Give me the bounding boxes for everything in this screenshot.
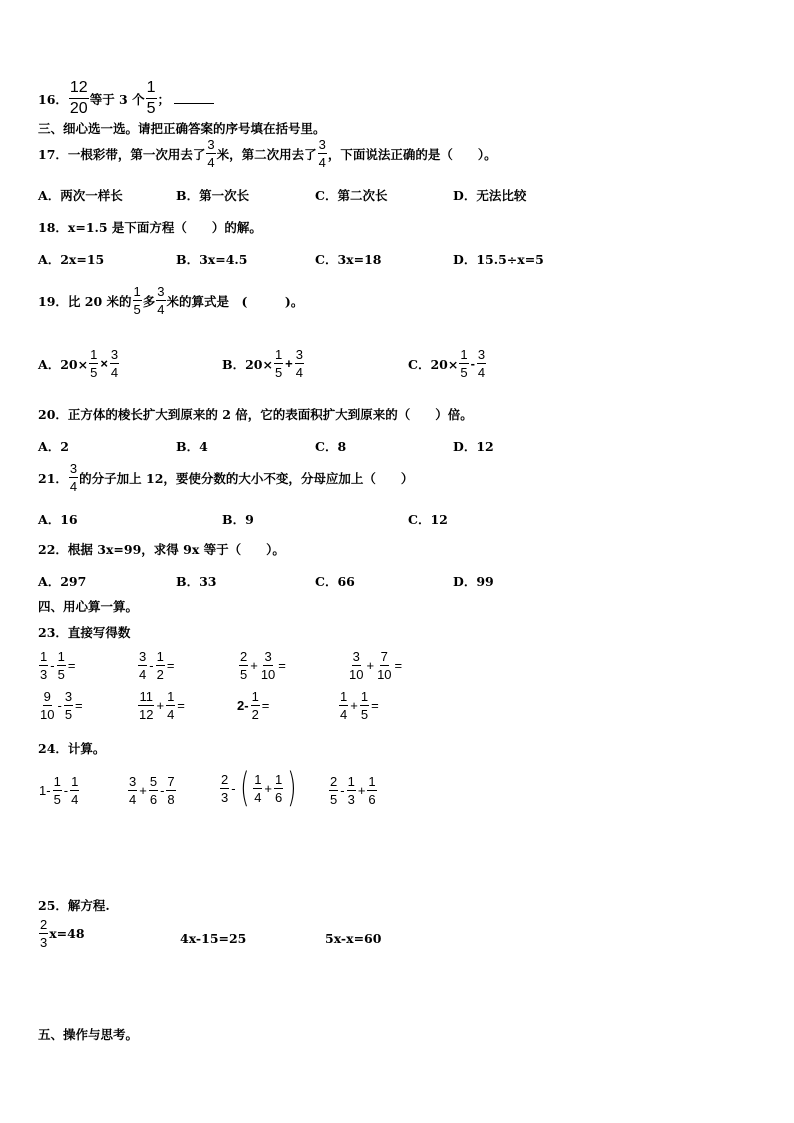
mental-calc-item: $\frac{9}{10}$ - $\frac{3}{5}$ = (40, 689, 83, 722)
option-a[interactable]: A．2x=15 (38, 252, 105, 267)
option-d[interactable]: D．99 (453, 574, 494, 589)
fraction: $\frac{1}{5}$ (53, 774, 61, 807)
question-25: 25．解方程. (38, 898, 110, 913)
fraction: $\frac{3}{10}$ (260, 649, 276, 682)
calc-expression: $\frac{2}{3}$ - ( $\frac{1}{4}$ + $\frac{1}{6}$ ) (221, 765, 297, 811)
fraction: $\frac{1}{4}$ (254, 771, 262, 805)
option-a[interactable]: A．297 (38, 574, 87, 589)
fraction: $\frac{2}{5}$ (240, 649, 248, 682)
fraction: $\frac{1}{4}$ (340, 689, 348, 722)
question-23: 23．直接写得数 (38, 625, 131, 640)
section-heading: 五、操作与思考。 (38, 1027, 139, 1042)
fraction: $\frac{1}{4}$ (71, 774, 79, 807)
option-b[interactable]: B．20× $\frac{1}{5}$ + $\frac{3}{4}$ (222, 347, 303, 380)
option-b[interactable]: B．4 (176, 439, 208, 454)
answer-blank[interactable] (174, 93, 214, 104)
fraction: $\frac{7}{10}$ (377, 649, 392, 682)
fraction: $\frac{2}{3}$ (221, 771, 229, 805)
fraction: $\frac{3}{10}$ (349, 649, 364, 682)
fraction: $\frac{1}{5}$ (90, 347, 98, 380)
calc-expression: 1- $\frac{1}{5}$ - $\frac{1}{4}$ (39, 774, 79, 807)
mental-calc-item: $\frac{3}{10}$ + $\frac{7}{10}$ = (349, 649, 403, 682)
mental-calc-item: 2- $\frac{1}{2}$ = (237, 689, 270, 722)
option-a[interactable]: A．两次一样长 (38, 188, 123, 203)
option-c[interactable]: C．12 (408, 512, 448, 527)
question-24: 24．计算。 (38, 741, 106, 756)
fraction: $\frac{1}{6}$ (275, 771, 283, 805)
option-a[interactable]: A．16 (38, 512, 78, 527)
option-b[interactable]: B．3x=4.5 (176, 252, 248, 267)
question-21: 21． $\frac{3}{4}$ 的分子加上 12，要使分数的大小不变，分母应加上（ ） (38, 461, 414, 494)
equation: 5x-x=60 (325, 931, 382, 946)
question-16: 16． $\frac{12}{20}$ 等于 3 个 $\frac{1}{5}$ ； (38, 80, 214, 117)
fraction: $\frac{3}{4}$ (318, 137, 326, 170)
mental-calc-item: $\frac{1}{3}$ - $\frac{1}{5}$ = (40, 649, 76, 682)
question-19: 19． 比 20 米的 $\frac{1}{5}$ 多 $\frac{3}{4}$ 米的算式是 ( )。 (38, 284, 304, 317)
option-d[interactable]: D．15.5÷x=5 (453, 252, 544, 267)
fraction: $\frac{3}{4}$ (207, 137, 215, 170)
mental-calc-item: $\frac{11}{12}$ + $\frac{1}{4}$ = (139, 689, 185, 722)
option-d[interactable]: D．无法比较 (453, 188, 527, 203)
fraction: $\frac{1}{2}$ (156, 649, 164, 682)
fraction: $\frac{9}{10}$ (40, 689, 55, 722)
option-b[interactable]: B．9 (222, 512, 254, 527)
option-c[interactable]: C．3x=18 (315, 252, 382, 267)
option-b[interactable]: B．33 (176, 574, 217, 589)
calc-expression: $\frac{2}{5}$ - $\frac{1}{3}$ + $\frac{1}{6}$ (330, 774, 376, 807)
fraction: $\frac{2}{5}$ (330, 774, 338, 807)
option-d[interactable]: D．12 (453, 439, 494, 454)
question-18: 18．x=1.5 是下面方程（ ）的解。 (38, 220, 262, 235)
fraction: $\frac{1}{5}$ (460, 347, 468, 380)
fraction: $\frac{1}{5}$ (133, 284, 141, 317)
fraction: $\frac{3}{4}$ (295, 347, 303, 380)
mental-calc-item: $\frac{3}{4}$ - $\frac{1}{2}$ = (139, 649, 175, 682)
fraction: $\frac{1}{5}$ (274, 347, 283, 380)
fraction: $\frac{3}{5}$ (64, 689, 73, 722)
option-a[interactable]: A．20× $\frac{1}{5}$ × $\frac{3}{4}$ (38, 347, 119, 380)
option-c[interactable]: C．第二次长 (315, 188, 388, 203)
fraction: $\frac{1}{6}$ (368, 774, 376, 807)
option-c[interactable]: C．8 (315, 439, 347, 454)
question-number: 16． (38, 91, 68, 107)
fraction: $\frac{3}{4}$ (69, 461, 78, 494)
question-22: 22．根据 3x=99，求得 9x 等于（ ）。 (38, 542, 285, 557)
option-c[interactable]: C．20× $\frac{1}{5}$ - $\frac{3}{4}$ (408, 347, 486, 380)
fraction: $\frac{1}{3}$ (347, 774, 355, 807)
fraction: $\frac{7}{8}$ (167, 774, 175, 807)
fraction: $\frac{1}{3}$ (40, 649, 48, 682)
fraction: $\frac{1}{4}$ (167, 689, 175, 722)
fraction: $\frac{3}{4}$ (129, 774, 137, 807)
option-b[interactable]: B．第一次长 (176, 188, 250, 203)
question-20: 20．正方体的棱长扩大到原来的 2 倍，它的表面积扩大到原来的（ ）倍。 (38, 407, 473, 422)
fraction: $\frac{1}{5}$ (360, 689, 369, 722)
fraction: $\frac{12}{20}$ (69, 79, 88, 117)
fraction: $\frac{1}{5}$ (57, 649, 65, 682)
fraction: $\frac{3}{4}$ (477, 347, 486, 380)
fraction: $\frac{2}{3}$ (40, 917, 48, 950)
option-a[interactable]: A．2 (38, 439, 69, 454)
fraction: $\frac{3}{4}$ (157, 284, 165, 317)
section-heading: 三、细心选一选。请把正确答案的序号填在括号里。 (38, 121, 326, 136)
equation: $\frac{2}{3}$ x=48 (40, 917, 85, 950)
fraction: $\frac{1}{2}$ (251, 689, 259, 722)
mental-calc-item: $\frac{2}{5}$ + $\frac{3}{10}$ = (240, 649, 286, 682)
left-paren: ( (239, 765, 250, 811)
calc-expression: $\frac{3}{4}$ + $\frac{5}{6}$ - $\frac{7}{8}$ (129, 774, 175, 807)
mental-calc-item: $\frac{1}{4}$ + $\frac{1}{5}$ = (340, 689, 379, 722)
fraction: $\frac{5}{6}$ (149, 774, 158, 807)
equation: 4x-15=25 (180, 931, 247, 946)
question-17: 17． 一根彩带，第一次用去了 $\frac{3}{4}$ 米，第二次用去了 $\frac{3}{4}$ ，下面说法正确的是（ ）。 (38, 137, 497, 170)
fraction: $\frac{3}{4}$ (139, 649, 147, 682)
fraction: $\frac{11}{12}$ (139, 689, 154, 722)
option-c[interactable]: C．66 (315, 574, 355, 589)
section-heading: 四、用心算一算。 (38, 599, 139, 614)
right-paren: ) (287, 765, 297, 811)
fraction: $\frac{3}{4}$ (110, 347, 119, 380)
fraction: $\frac{1}{5}$ (146, 79, 156, 117)
